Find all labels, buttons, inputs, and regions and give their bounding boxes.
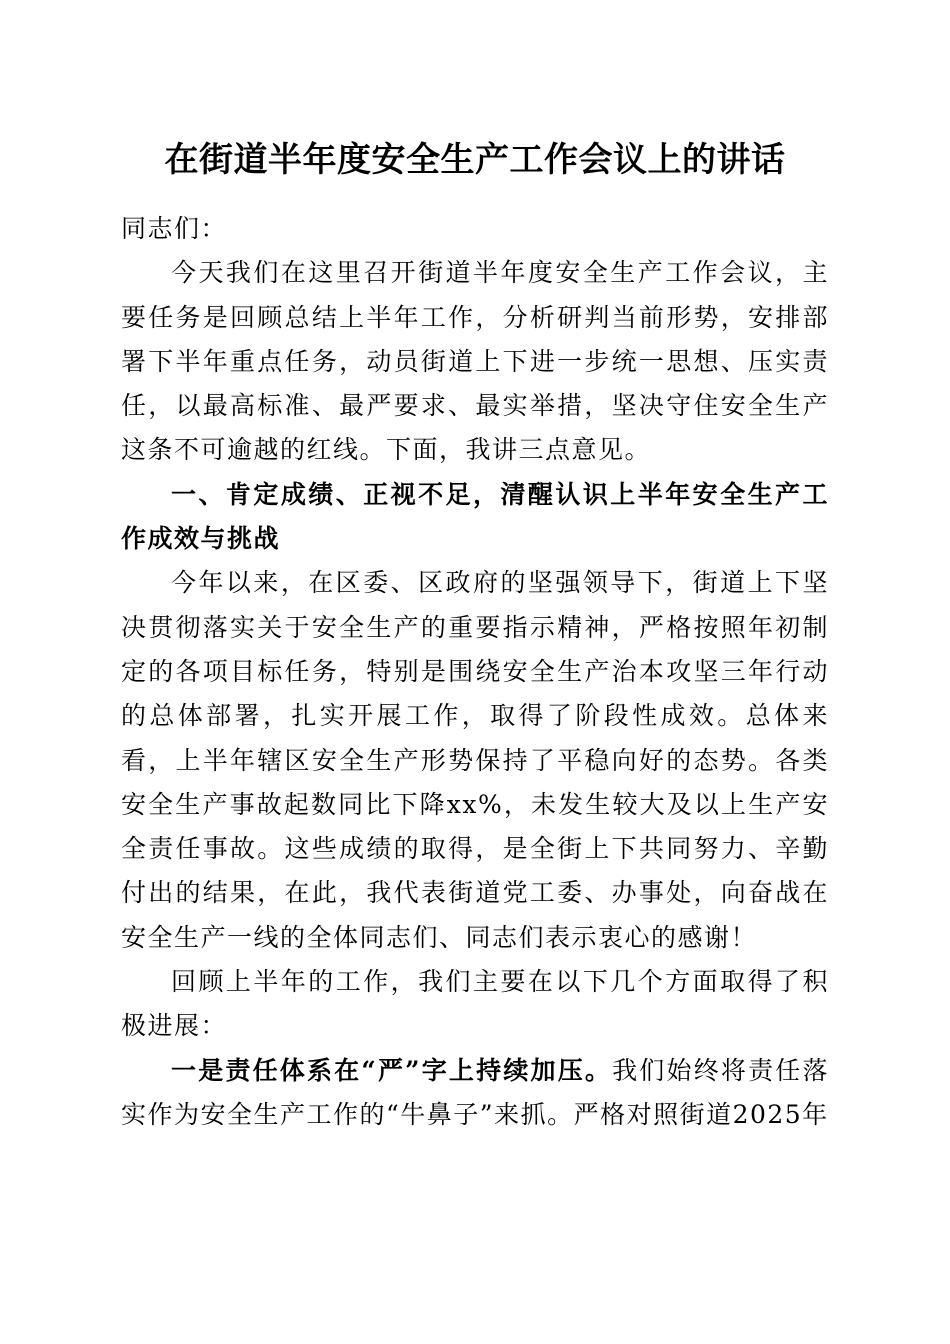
achievements-paragraph: 今年以来，在区委、区政府的坚强领导下，街道上下坚决贯彻落实关于安全生产的重要指示精神，严格按照年初制定的各项目标任务，特别是围绕安全生产治本攻坚三年行动的总体部署，扎实开展工作，取得了阶段性成效。总体来看，上半年辖区安全生产形势保持了平稳向好的态势。各类安全生产事故起数同比下降xx%，未发生较大及以上生产安全责任事故。这些成绩的取得，是全街上下共同努力、辛勤付出的结果，在此，我代表街道党工委、办事处，向奋战在安全生产一线的全体同志们、同志们表示衷心的感谢！ — [121, 568, 829, 952]
review-paragraph: 回顾上半年的工作，我们主要在以下几个方面取得了积极进展： — [121, 967, 829, 1041]
document-title: 在街道半年度安全生产工作会议上的讲话 — [164, 140, 786, 180]
intro-paragraph: 今天我们在这里召开街道半年度安全生产工作会议，主要任务是回顾总结上半年工作，分析研判当前形势，安排部署下半年重点任务，动员街道上下进一步统一思想、压实责任，以最高标准、最严要求、最实举措，坚决守住安全生产这条不可逾越的红线。下面，我讲三点意见。 — [121, 258, 829, 465]
salutation: 同志们： — [121, 214, 228, 243]
section-heading-1: 一、肯定成绩、正视不足，清醒认识上半年安全生产工作成效与挑战 — [121, 479, 829, 554]
paragraph-lead: 一是责任体系在“严”字上持续加压。 — [171, 1055, 613, 1085]
document-body — [121, 207, 829, 1137]
paragraph-text: 我们始终将责任落实作为安全生产工作的“牛鼻子”来抓。严格对照街道2025年 — [121, 1055, 829, 1129]
responsibility-paragraph — [121, 1049, 829, 1138]
